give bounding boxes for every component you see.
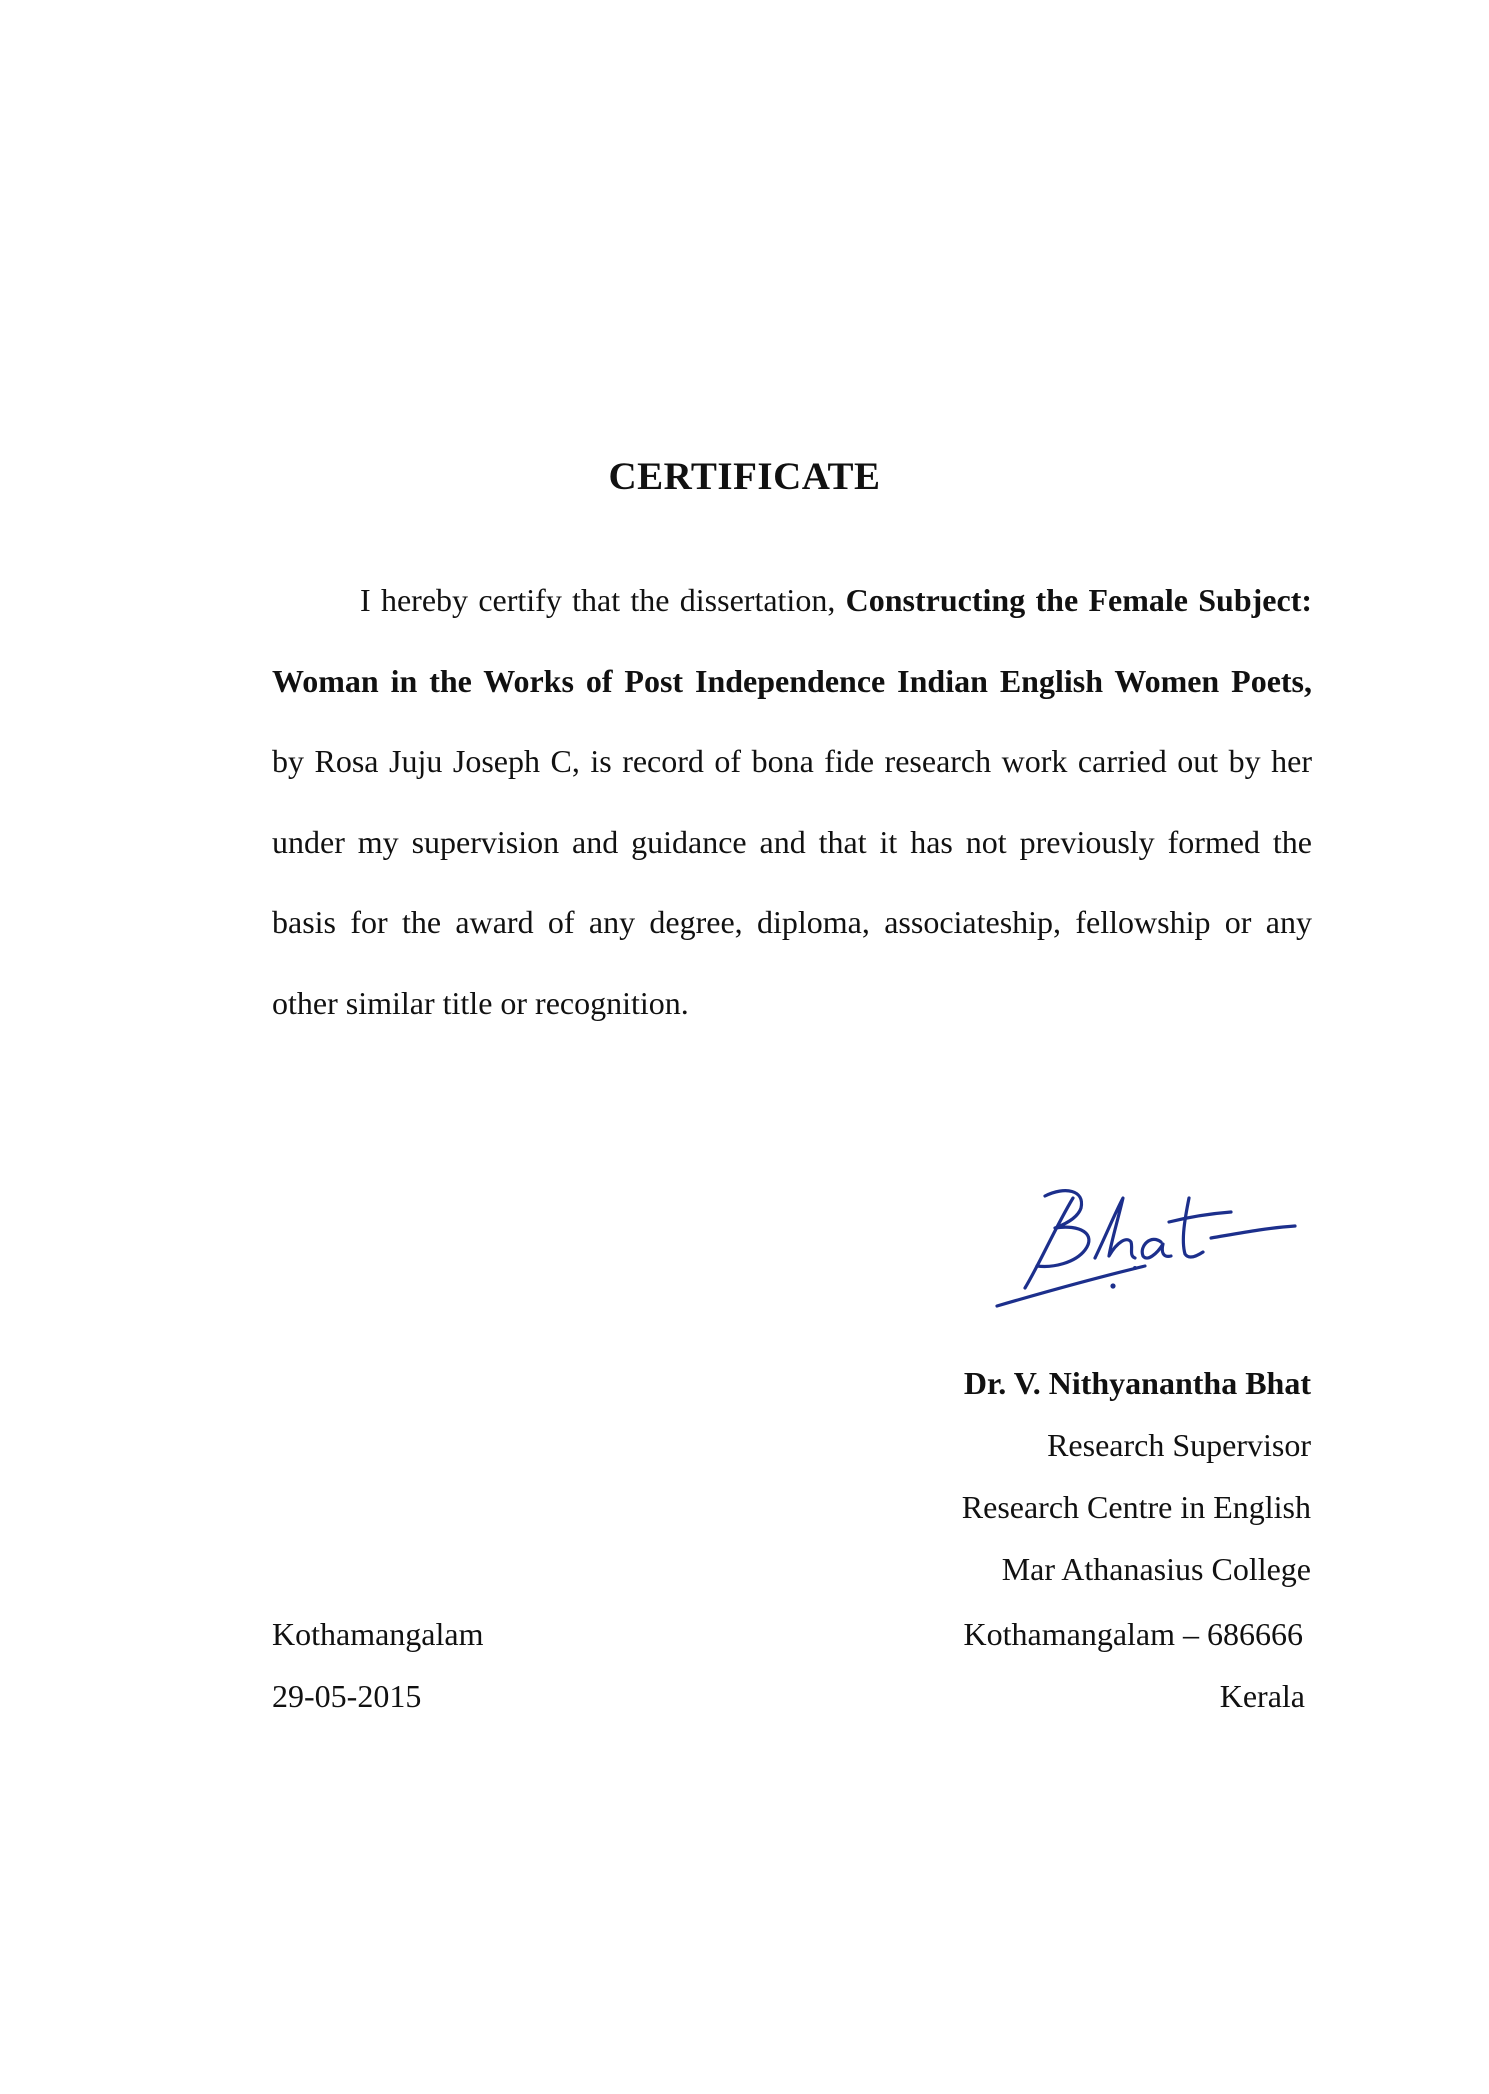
signatory-state: Kerala xyxy=(1219,1678,1305,1714)
signature-strokes xyxy=(997,1191,1295,1306)
signature-image xyxy=(985,1168,1305,1318)
signatory-college: Mar Athanasius College xyxy=(1001,1551,1311,1587)
page-title: CERTIFICATE xyxy=(608,455,881,498)
signatory-city-pin: Kothamangalam – 686666 xyxy=(963,1616,1303,1652)
signatory-name: Dr. V. Nithyanantha Bhat xyxy=(963,1365,1311,1401)
signatory-department: Research Centre in English xyxy=(961,1489,1311,1525)
signatory-block xyxy=(962,1352,1311,1600)
body-lead: I hereby certify that the dissertation, xyxy=(360,582,846,618)
body-remainder: by Rosa Juju Joseph C, is record of bona fide research work carried out by her under my supervision and guidance and that it has not previously formed the basis for the award of any degree, diploma, associateship, fellowship or any other similar title or recognition. xyxy=(272,743,1312,1021)
signatory-role: Research Supervisor xyxy=(1047,1427,1311,1463)
place: Kothamangalam xyxy=(272,1616,484,1652)
date: 29-05-2015 xyxy=(272,1678,422,1714)
certificate-body xyxy=(272,560,1312,1043)
dissertation-title: Constructing the Female Subject: Woman in the Works of Post Independence Indian English Women Poets, xyxy=(272,582,1313,699)
